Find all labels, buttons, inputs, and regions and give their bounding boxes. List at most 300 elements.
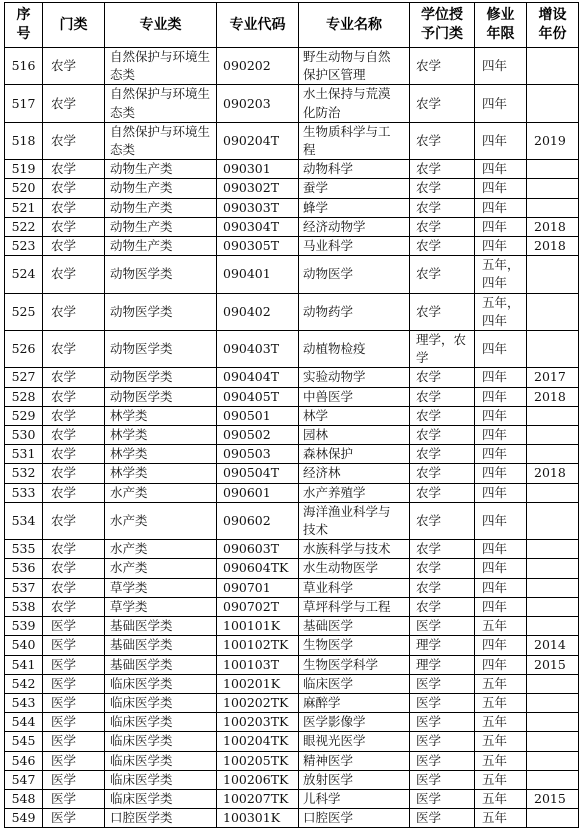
degree-category-text: 农学 (416, 388, 442, 404)
code-text: 090404T (223, 369, 280, 385)
cell-duration (475, 636, 527, 655)
index-text: 542 (11, 675, 36, 691)
cell-category (43, 578, 105, 597)
cell-duration (475, 160, 527, 179)
subject-class-text: 草学类 (110, 579, 148, 595)
subject-class-text: 水产类 (110, 541, 148, 557)
degree-category-text: 农学 (416, 465, 442, 481)
cell-major-name (299, 387, 410, 406)
category-text: 农学 (51, 446, 77, 462)
major-name-text: 医学影像学 (303, 714, 366, 730)
major-name-text: 园林 (303, 427, 329, 443)
cell-degree-category (410, 331, 475, 368)
cell-degree-category (410, 502, 475, 539)
table-row (5, 48, 579, 85)
index-text: 549 (11, 810, 36, 826)
cell-year-added (527, 559, 579, 578)
cell-duration (475, 655, 527, 674)
degree-category-text: 医学 (416, 694, 442, 710)
degree-category-text: 农学 (416, 303, 442, 319)
index-text: 543 (11, 694, 36, 710)
major-name-text: 马业科学 (303, 238, 354, 254)
year-added-text: 2015 (534, 656, 566, 672)
cell-duration (475, 617, 527, 636)
major-name-text: 精神医学 (303, 752, 354, 768)
subject-class-text: 动物生产类 (110, 161, 173, 177)
cell-category (43, 617, 105, 636)
cell-code (217, 256, 299, 293)
cell-year-added (527, 406, 579, 425)
duration-text: 五年 (482, 675, 508, 691)
subject-class-text: 水产类 (110, 484, 148, 500)
cell-year-added (527, 578, 579, 597)
cell-duration (475, 293, 527, 330)
category-text: 农学 (51, 266, 77, 282)
duration-text: 四年 (482, 58, 508, 74)
degree-category-text: 医学 (416, 714, 442, 730)
code-text: 100206TK (223, 771, 289, 787)
cell-category (43, 179, 105, 198)
cell-duration (475, 789, 527, 808)
degree-category-text: 医学 (416, 618, 442, 634)
table-row (5, 256, 579, 293)
table-row (5, 122, 579, 159)
cell-duration (475, 48, 527, 85)
code-text: 090301 (223, 161, 271, 177)
cell-major-name (299, 122, 410, 159)
cell-index (5, 732, 43, 751)
code-text: 100207TK (223, 790, 289, 806)
cell-subject-class (105, 732, 217, 751)
subject-class-text: 水产类 (110, 512, 148, 528)
cell-duration (475, 237, 527, 256)
degree-category-text: 农学 (416, 427, 442, 443)
category-text: 农学 (51, 560, 77, 576)
degree-category-text: 农学 (416, 512, 442, 528)
category-text: 农学 (51, 512, 77, 528)
duration-text: 四年 (482, 407, 508, 423)
cell-code (217, 751, 299, 770)
table-row (5, 636, 579, 655)
degree-category-text: 医学 (416, 733, 442, 749)
duration-text: 五年 (482, 752, 508, 768)
category-text: 农学 (51, 180, 77, 196)
cell-major-name (299, 406, 410, 425)
index-text: 525 (11, 303, 36, 319)
cell-major-name (299, 160, 410, 179)
cell-index (5, 713, 43, 732)
code-text: 090603T (223, 541, 280, 557)
cell-code (217, 483, 299, 502)
duration-text: 五年 (482, 810, 508, 826)
category-text: 农学 (51, 303, 77, 319)
cell-index (5, 674, 43, 693)
cell-degree-category (410, 597, 475, 616)
cell-major-name (299, 693, 410, 712)
cell-degree-category (410, 578, 475, 597)
code-text: 100103T (223, 656, 280, 672)
cell-duration (475, 122, 527, 159)
major-name-text: 放射医学 (303, 771, 354, 787)
cell-subject-class (105, 636, 217, 655)
cell-category (43, 387, 105, 406)
major-name-text: 动物医学 (303, 266, 354, 282)
subject-class-text: 临床医学类 (110, 694, 173, 710)
degree-category-text: 农学 (416, 598, 442, 614)
major-name-text: 麻醉学 (303, 694, 341, 710)
major-name-text: 水产养殖学 (303, 484, 366, 500)
cell-degree-category (410, 540, 475, 559)
major-name-text: 经济林 (303, 465, 341, 481)
year-added-text: 2019 (534, 132, 566, 148)
cell-category (43, 770, 105, 789)
cell-category (43, 789, 105, 808)
cell-category (43, 540, 105, 559)
cell-subject-class (105, 674, 217, 693)
cell-index (5, 597, 43, 616)
duration-text: 四年 (482, 484, 508, 500)
table-row (5, 789, 579, 808)
cell-degree-category (410, 789, 475, 808)
cell-subject-class (105, 464, 217, 483)
subject-class-text: 口腔医学类 (110, 810, 173, 826)
category-text: 医学 (51, 637, 77, 653)
cell-degree-category (410, 483, 475, 502)
code-text: 100203TK (223, 714, 289, 730)
major-name-text: 中兽医学 (303, 388, 354, 404)
cell-index (5, 809, 43, 828)
index-text: 535 (11, 541, 36, 557)
table-row (5, 559, 579, 578)
table-row (5, 693, 579, 712)
cell-category (43, 426, 105, 445)
cell-duration (475, 770, 527, 789)
cell-code (217, 48, 299, 85)
cell-subject-class (105, 179, 217, 198)
cell-category (43, 809, 105, 828)
cell-major-name (299, 445, 410, 464)
major-name-text: 口腔医学 (303, 810, 354, 826)
code-text: 100201K (223, 675, 281, 691)
index-text: 545 (11, 733, 36, 749)
subject-class-text: 动物医学类 (110, 388, 173, 404)
cell-year-added (527, 693, 579, 712)
cell-major-name (299, 559, 410, 578)
table-row (5, 368, 579, 387)
table-row (5, 540, 579, 559)
index-text: 538 (11, 598, 36, 614)
code-text: 090604TK (223, 560, 289, 576)
duration-text: 四年 (482, 132, 508, 148)
degree-category-text: 农学 (416, 484, 442, 500)
column-header-category-label: 门类 (59, 16, 88, 33)
cell-index (5, 217, 43, 236)
subject-class-text: 动物医学类 (110, 266, 173, 282)
cell-major-name (299, 713, 410, 732)
duration-text: 四年 (482, 95, 508, 111)
cell-major-name (299, 540, 410, 559)
degree-category-text: 农学 (416, 579, 442, 595)
category-text: 农学 (51, 341, 77, 357)
table-row (5, 483, 579, 502)
cell-year-added (527, 237, 579, 256)
cell-subject-class (105, 293, 217, 330)
code-text: 100204TK (223, 733, 289, 749)
cell-year-added (527, 789, 579, 808)
cell-major-name (299, 464, 410, 483)
subject-class-text: 临床医学类 (110, 790, 173, 806)
cell-year-added (527, 713, 579, 732)
cell-degree-category (410, 751, 475, 770)
major-name-text: 经济动物学 (303, 218, 366, 234)
cell-category (43, 48, 105, 85)
cell-year-added (527, 445, 579, 464)
degree-category-text: 理学 (416, 656, 442, 672)
index-text: 529 (11, 407, 36, 423)
cell-duration (475, 198, 527, 217)
cell-category (43, 674, 105, 693)
cell-subject-class (105, 789, 217, 808)
cell-major-name (299, 655, 410, 674)
cell-major-name (299, 483, 410, 502)
cell-degree-category (410, 48, 475, 85)
code-text: 090204T (223, 132, 280, 148)
cell-index (5, 331, 43, 368)
cell-major-name (299, 732, 410, 751)
index-text: 517 (11, 95, 36, 111)
cell-major-name (299, 368, 410, 387)
subject-class-text: 动物医学类 (110, 369, 173, 385)
subject-class-text: 动物生产类 (110, 238, 173, 254)
cell-subject-class (105, 693, 217, 712)
code-text: 090503 (223, 446, 271, 462)
index-text: 540 (11, 637, 36, 653)
cell-duration (475, 464, 527, 483)
subject-class-text: 动物医学类 (110, 341, 173, 357)
column-header-year-added (527, 3, 579, 48)
cell-code (217, 387, 299, 406)
cell-index (5, 483, 43, 502)
cell-category (43, 406, 105, 425)
year-added-text: 2018 (534, 388, 566, 404)
cell-category (43, 198, 105, 217)
table-row (5, 387, 579, 406)
cell-subject-class (105, 559, 217, 578)
index-text: 520 (11, 180, 36, 196)
subject-class-text: 临床医学类 (110, 714, 173, 730)
cell-duration (475, 540, 527, 559)
cell-code (217, 502, 299, 539)
cell-degree-category (410, 559, 475, 578)
year-added-text: 2018 (534, 465, 566, 481)
cell-index (5, 559, 43, 578)
cell-category (43, 464, 105, 483)
subject-class-text: 临床医学类 (110, 771, 173, 787)
code-text: 100101K (223, 618, 281, 634)
major-name-text: 水生动物医学 (303, 560, 379, 576)
column-header-subject-class (105, 3, 217, 48)
code-text: 090405T (223, 388, 280, 404)
cell-duration (475, 483, 527, 502)
cell-duration (475, 387, 527, 406)
degree-category-text: 理学 (416, 637, 442, 653)
cell-subject-class (105, 85, 217, 122)
column-header-year-added-label: 增设年份 (538, 7, 567, 42)
cell-degree-category (410, 809, 475, 828)
cell-subject-class (105, 655, 217, 674)
duration-text: 四年 (482, 180, 508, 196)
duration-text: 四年 (482, 656, 508, 672)
degree-category-text: 医学 (416, 752, 442, 768)
cell-duration (475, 713, 527, 732)
cell-year-added (527, 293, 579, 330)
duration-text: 四年 (482, 541, 508, 557)
table-row (5, 331, 579, 368)
cell-major-name (299, 85, 410, 122)
cell-degree-category (410, 368, 475, 387)
cell-index (5, 426, 43, 445)
major-name-text: 实验动物学 (303, 369, 366, 385)
index-text: 536 (11, 560, 36, 576)
cell-year-added (527, 256, 579, 293)
code-text: 090303T (223, 199, 280, 215)
index-text: 527 (11, 369, 36, 385)
cell-category (43, 331, 105, 368)
code-text: 090402 (223, 303, 271, 319)
index-text: 524 (11, 266, 36, 282)
category-text: 农学 (51, 484, 77, 500)
category-text: 医学 (51, 771, 77, 787)
cell-duration (475, 751, 527, 770)
major-name-text: 草业科学 (303, 579, 354, 595)
cell-duration (475, 809, 527, 828)
cell-duration (475, 732, 527, 751)
cell-subject-class (105, 809, 217, 828)
duration-text: 四年 (482, 369, 508, 385)
cell-code (217, 617, 299, 636)
index-text: 516 (11, 58, 36, 74)
cell-code (217, 198, 299, 217)
column-header-major-name (299, 3, 410, 48)
duration-text: 五年 (482, 694, 508, 710)
cell-subject-class (105, 540, 217, 559)
cell-code (217, 331, 299, 368)
category-text: 医学 (51, 790, 77, 806)
subject-class-text: 自然保护与环境生态类 (110, 123, 211, 158)
index-text: 528 (11, 388, 36, 404)
cell-index (5, 179, 43, 198)
cell-duration (475, 406, 527, 425)
cell-degree-category (410, 426, 475, 445)
cell-category (43, 713, 105, 732)
header-row (5, 3, 579, 48)
column-header-category (43, 3, 105, 48)
cell-code (217, 636, 299, 655)
cell-index (5, 406, 43, 425)
cell-year-added (527, 636, 579, 655)
degree-category-text: 医学 (416, 771, 442, 787)
degree-category-text: 农学 (416, 180, 442, 196)
major-name-text: 生物医学科学 (303, 656, 379, 672)
code-text: 090502 (223, 427, 271, 443)
cell-code (217, 179, 299, 198)
category-text: 农学 (51, 238, 77, 254)
table-row (5, 406, 579, 425)
major-name-text: 蜂学 (303, 199, 329, 215)
cell-major-name (299, 789, 410, 808)
code-text: 090302T (223, 180, 280, 196)
subject-class-text: 动物医学类 (110, 303, 173, 319)
table-row (5, 85, 579, 122)
index-text: 544 (11, 714, 36, 730)
cell-degree-category (410, 445, 475, 464)
code-text: 090601 (223, 484, 271, 500)
degree-category-text: 农学 (416, 199, 442, 215)
cell-subject-class (105, 502, 217, 539)
cell-index (5, 293, 43, 330)
cell-subject-class (105, 387, 217, 406)
cell-duration (475, 217, 527, 236)
cell-code (217, 368, 299, 387)
cell-degree-category (410, 293, 475, 330)
cell-duration (475, 331, 527, 368)
cell-code (217, 732, 299, 751)
subject-class-text: 基础医学类 (110, 656, 173, 672)
cell-degree-category (410, 693, 475, 712)
cell-code (217, 217, 299, 236)
cell-duration (475, 693, 527, 712)
duration-text: 五年 (482, 618, 508, 634)
cell-code (217, 770, 299, 789)
category-text: 农学 (51, 598, 77, 614)
cell-subject-class (105, 198, 217, 217)
cell-subject-class (105, 406, 217, 425)
cell-major-name (299, 597, 410, 616)
code-text: 090501 (223, 407, 271, 423)
cell-degree-category (410, 85, 475, 122)
cell-category (43, 502, 105, 539)
category-text: 医学 (51, 752, 77, 768)
cell-index (5, 578, 43, 597)
cell-subject-class (105, 237, 217, 256)
duration-text: 五年 (482, 733, 508, 749)
cell-index (5, 617, 43, 636)
cell-category (43, 597, 105, 616)
duration-text: 五年 (482, 790, 508, 806)
cell-subject-class (105, 217, 217, 236)
degree-category-text: 农学 (416, 161, 442, 177)
cell-year-added (527, 617, 579, 636)
cell-year-added (527, 597, 579, 616)
cell-major-name (299, 674, 410, 693)
cell-category (43, 368, 105, 387)
major-name-text: 蚕学 (303, 180, 329, 196)
cell-degree-category (410, 122, 475, 159)
major-name-text: 眼视光医学 (303, 733, 366, 749)
table-row (5, 179, 579, 198)
year-added-text: 2018 (534, 238, 566, 254)
cell-duration (475, 578, 527, 597)
index-text: 521 (11, 199, 36, 215)
cell-category (43, 122, 105, 159)
category-text: 农学 (51, 199, 77, 215)
index-text: 522 (11, 218, 36, 234)
major-name-text: 草坪科学与工程 (303, 598, 391, 614)
cell-category (43, 160, 105, 179)
cell-year-added (527, 331, 579, 368)
index-text: 523 (11, 238, 36, 254)
degree-category-text: 农学 (416, 369, 442, 385)
